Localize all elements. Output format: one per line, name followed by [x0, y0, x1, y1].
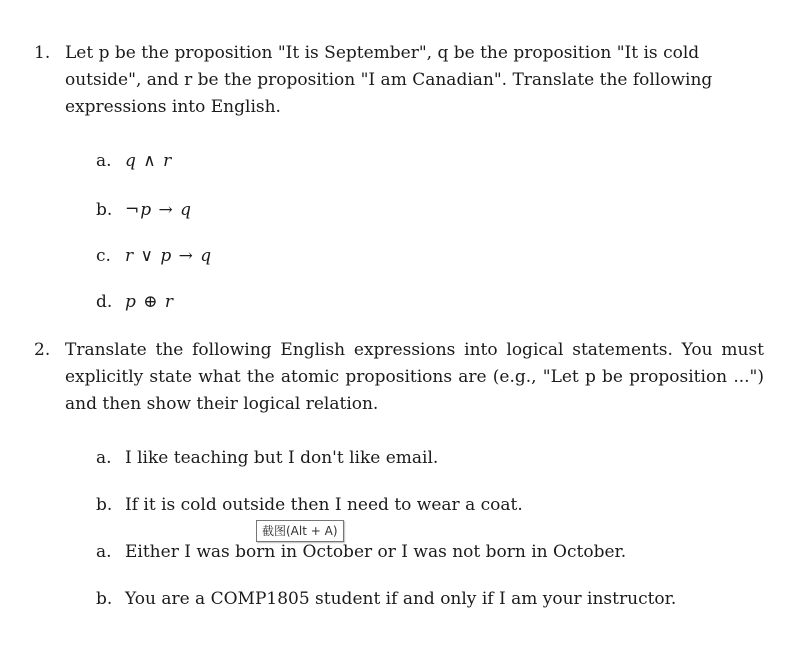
question-2-item-a — [96, 447, 438, 469]
question-2 — [34, 337, 764, 418]
item-label: b. — [96, 495, 113, 515]
item-label: b. — [96, 200, 113, 220]
question-2-item-c — [96, 541, 626, 563]
item-text: Either I was born in October or I was not born in October. — [125, 542, 627, 562]
item-label: b. — [96, 589, 113, 609]
question-1-item-d — [96, 291, 174, 313]
question-1-item-b — [96, 199, 192, 221]
logic-expression: p ⊕ r — [125, 292, 175, 312]
item-text: You are a COMP1805 student if and only if I am your instructor. — [125, 589, 677, 609]
item-label: a. — [96, 151, 112, 171]
logic-expression: q ∧ r — [125, 151, 173, 171]
logic-expression: ¬p → q — [125, 200, 193, 220]
logic-expression: r ∨ p → q — [125, 246, 213, 266]
item-text: If it is cold outside then I need to wear a coat. — [125, 495, 523, 515]
question-1-text: Let p be the proposition "It is September", q be the proposition "It is cold outside", and r be the proposition "I am Canadian". Translate the following expressions into English. — [65, 43, 713, 117]
question-1-item-a — [96, 150, 172, 172]
item-label: d. — [96, 292, 113, 312]
question-1-number: 1. — [34, 43, 51, 63]
screenshot-tooltip: 截图(Alt + A) — [256, 520, 344, 542]
item-label: a. — [96, 542, 112, 562]
question-2-number: 2. — [34, 340, 51, 360]
item-label: c. — [96, 246, 111, 266]
question-2-text: Translate the following English expressions into logical statements. You must explicitly state what the atomic propositions are (e.g., "Let p be proposition ...") and then show their logical relation. — [65, 340, 764, 414]
question-2-item-b — [96, 494, 523, 516]
item-label: a. — [96, 448, 112, 468]
item-text: I like teaching but I don't like email. — [125, 448, 439, 468]
question-2-item-d — [96, 588, 676, 610]
question-1-item-c — [96, 245, 212, 267]
question-1 — [34, 40, 764, 121]
